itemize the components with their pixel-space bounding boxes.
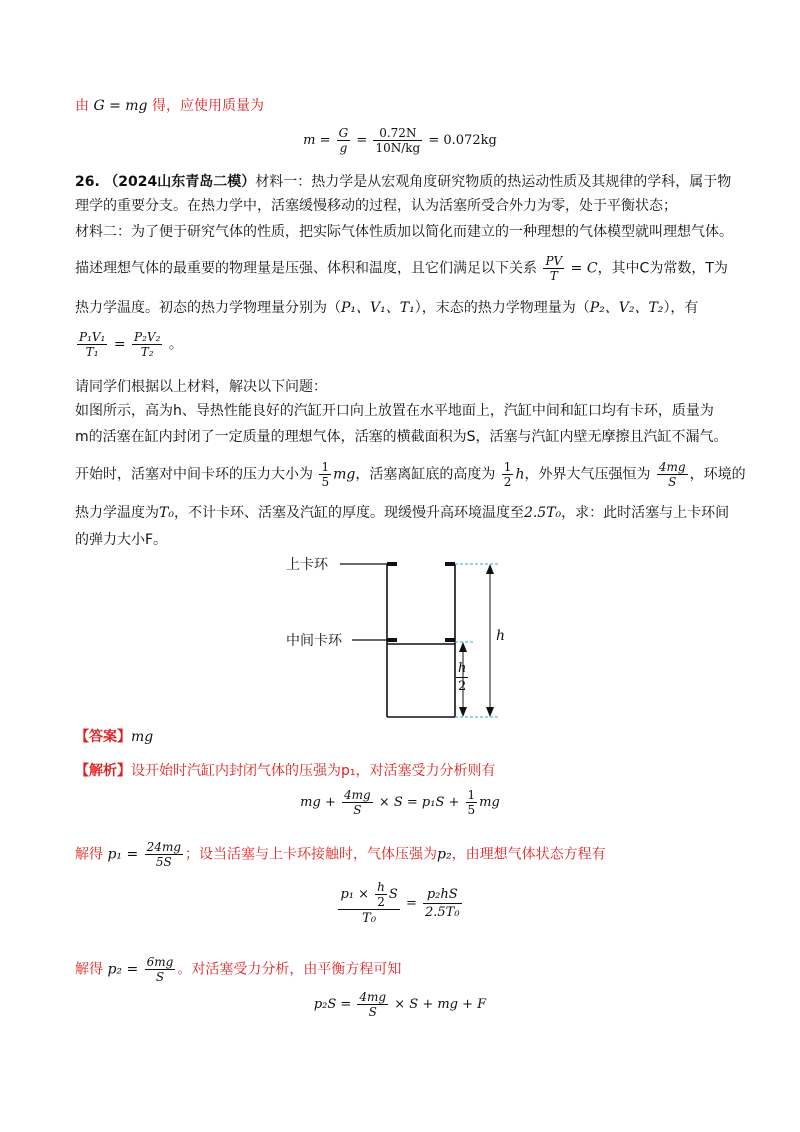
eq-part: × S + mg + F — [394, 997, 487, 1012]
h-term: h — [515, 466, 525, 483]
top-ring-right — [445, 562, 455, 566]
ideal-gas-equation — [0, 880, 800, 927]
frac-den: 5 — [321, 475, 330, 489]
force-balance-equation-2 — [0, 990, 800, 1019]
question-text: ，外界大气压强恒为 — [524, 466, 651, 483]
eq-part: mg + — [300, 795, 336, 810]
one-fifth-fraction — [319, 460, 331, 489]
question-text: ，不计卡环、活塞及汽缸的厚度。现缓慢升高环境温度至 — [173, 505, 524, 521]
arrow-down-icon — [459, 707, 467, 717]
middle-ring-label: 中间卡环 — [286, 633, 342, 649]
eq-fraction — [338, 880, 399, 927]
question-line-3: 材料二：为了便于研究气体的性质，把实际气体性质加以简化而建立的一种理想的气体模型就叫理想气体。 — [75, 224, 733, 240]
p2-symbol: p₂ = — [107, 961, 139, 978]
question-text: 热力学温度为 — [75, 505, 159, 521]
mg-term: mg — [333, 466, 356, 483]
initial-state: P₁、V₁、T₁ — [341, 300, 415, 316]
question-text: 材料一：热力学是从宏观角度研究物质的热运动性质及其规律的学科，属于物 — [255, 174, 732, 190]
question-text: ），有 — [663, 300, 699, 316]
frac-num: G — [338, 126, 349, 140]
frac-num: 1 — [503, 460, 512, 474]
force-balance-equation-1 — [0, 788, 800, 817]
p1-symbol: p₁ = — [107, 846, 139, 863]
frac-den: 2 — [377, 895, 385, 909]
question-line-1 — [75, 172, 731, 192]
eq-part: p₁ × — [340, 887, 370, 902]
question-line-6: $\frac{\text{P₁V₁}}{\text{T₁}}$ = $\frac{\text{P₂V₂}}{\text{T₂}}$ 。 — [79, 330, 183, 359]
frac-num: 4mg — [359, 990, 387, 1004]
arrow-up-icon — [486, 564, 494, 574]
frac-num: 0.72N — [373, 126, 422, 141]
question-line-10 — [75, 460, 746, 489]
question-number: 26. — [75, 174, 100, 190]
analysis-text: ，由理想气体状态方程有 — [451, 846, 606, 863]
question-line-8: 如图所示，高为h、导热性能良好的汽缸开口向上放置在水平地面上，汽缸中间和缸口均有卡环，质量为 — [75, 403, 714, 419]
frac-num: 1 — [321, 460, 330, 474]
frac-den: T — [549, 269, 558, 283]
question-line-12: 的弹力大小F。 — [75, 532, 168, 548]
frac-den: 5 — [467, 803, 476, 817]
final-state: P₂、V₂、T₂ — [589, 300, 664, 316]
frac-num: 4mg — [343, 788, 371, 802]
eq-part: p₂S = — [313, 997, 352, 1012]
question-line-2: 理学的重要分支。在热力学中，活塞缓慢移动的过程，认为活塞所受合外力为零，处于平衡状态； — [75, 198, 677, 214]
analysis-tag: 【解析】 — [75, 763, 131, 779]
analysis-text: 。对活塞受力分析，由平衡方程可知 — [177, 961, 402, 978]
final-ratio-fraction — [132, 330, 162, 359]
analysis-text: ；设当活塞与上卡环接触时，气体压强为 — [185, 846, 438, 863]
frac-num: p₂hS — [423, 886, 462, 904]
g-over-g-fraction — [337, 126, 351, 155]
middle-ring-right — [445, 638, 455, 642]
frac-den: T₂ — [140, 345, 154, 359]
top-suffix: 得，应使用质量为 — [151, 98, 264, 114]
one-half-fraction — [502, 460, 514, 489]
analysis-text: 设开始时汽缸内封闭气体的压强为p₁，对活塞受力分析则有 — [131, 763, 496, 779]
p1-fraction — [145, 840, 183, 869]
top-prefix: 由 — [75, 98, 89, 114]
question-text: ，求：此时活塞与上卡环间 — [561, 505, 730, 521]
question-line-4 — [75, 254, 728, 283]
frac-den: 2 — [503, 475, 512, 489]
final-temperature: 2.5T₀ — [523, 505, 562, 521]
frac-den: 10N/kg — [375, 141, 421, 155]
question-text: ，其中C为常数，T为 — [597, 260, 728, 277]
frac-num: h — [458, 661, 467, 676]
top-ring-label: 上卡环 — [286, 557, 328, 573]
frac-num: P₂V₂ — [134, 330, 161, 344]
top-ring-left — [387, 562, 397, 566]
initial-temperature: T₀ — [159, 505, 174, 521]
pv-over-t-fraction — [543, 254, 564, 283]
eq-part: mg — [479, 795, 500, 810]
frac-num: P₁V₁ — [79, 330, 106, 344]
atmospheric-pressure-fraction — [657, 460, 688, 489]
answer-line — [75, 727, 153, 747]
frac-den: S — [155, 970, 165, 984]
weight-formula: G = mg — [93, 98, 148, 114]
frac-num: 24mg — [146, 840, 182, 854]
analysis-line-3 — [75, 955, 401, 984]
frac-num: 6mg — [146, 955, 174, 969]
h-label: h — [496, 628, 506, 644]
arrow-up-icon — [459, 642, 467, 652]
question-line-11 — [75, 503, 729, 523]
question-text: ，环境的 — [689, 466, 746, 483]
analysis-line-1 — [75, 761, 496, 781]
question-line-5 — [75, 298, 698, 318]
eq-fraction — [375, 880, 387, 909]
question-text: ，活塞离缸底的高度为 — [355, 466, 496, 483]
frac-den: T₁ — [85, 345, 99, 359]
mass-eq-lhs: m = — [303, 133, 331, 148]
frac-den: 5S — [155, 855, 172, 869]
question-text: 热力学温度。初态的热力学物理量分别为（ — [75, 300, 341, 316]
question-line-7: 请同学们根据以上材料，解决以下问题： — [75, 379, 327, 395]
analysis-line-2 — [75, 840, 606, 869]
frac-num: 1 — [467, 788, 476, 802]
top-intro-line — [75, 96, 264, 116]
half-h-label — [456, 660, 468, 695]
p2-fraction — [145, 955, 176, 984]
arrow-down-icon — [486, 707, 494, 717]
initial-ratio-fraction — [77, 330, 107, 359]
frac-den: S — [668, 475, 677, 489]
frac-num: h — [377, 880, 385, 894]
eq-part: S — [388, 887, 398, 902]
frac-den: g — [339, 141, 348, 155]
answer-tag: 【答案】 — [75, 729, 131, 745]
frac-num: 4mg — [658, 460, 686, 474]
frac-den: T₀ — [362, 911, 377, 926]
frac-den: 2 — [458, 679, 467, 694]
eq-fraction — [423, 886, 462, 921]
eq-part: = — [405, 896, 417, 911]
eq-fraction — [342, 788, 373, 817]
frac-den: S — [368, 1005, 377, 1019]
mass-result: = 0.072kg — [428, 133, 497, 148]
question-source: （2024山东青岛二模） — [104, 174, 256, 190]
question-text: 。 — [168, 336, 183, 353]
analysis-text: 解得 — [75, 846, 103, 863]
middle-ring-left — [387, 638, 397, 642]
mass-equation: m = $\frac{G}{g}$ = $\frac{0.72N}{10N/kg}$ = 0.072kg — [303, 126, 497, 155]
frac-num — [338, 880, 399, 910]
constant-eq: = C — [570, 260, 598, 277]
question-text: ），末态的热力学物理量为（ — [414, 300, 590, 316]
frac-num: PV — [545, 254, 563, 268]
value-fraction — [373, 126, 422, 155]
frac-den: S — [353, 803, 362, 817]
question-text: 开始时，活塞对中间卡环的压力大小为 — [75, 466, 313, 483]
answer-value: mg — [131, 729, 154, 745]
eq-fraction — [466, 788, 478, 817]
eq-fraction — [357, 990, 388, 1019]
frac-den: 2.5T₀ — [424, 905, 460, 920]
p2-symbol: p₂ — [437, 846, 452, 863]
question-text: 描述理想气体的最重要的物理量是压强、体积和温度，且它们满足以下关系 — [75, 260, 537, 277]
analysis-text: 解得 — [75, 961, 103, 978]
eq-part: × S = p₁S + — [378, 795, 460, 810]
cylinder-diagram — [286, 552, 510, 727]
question-line-9: m的活塞在缸内封闭了一定质量的理想气体，活塞的横截面积为S，活塞与汽缸内壁无摩擦且汽缸不漏气。 — [75, 429, 728, 445]
